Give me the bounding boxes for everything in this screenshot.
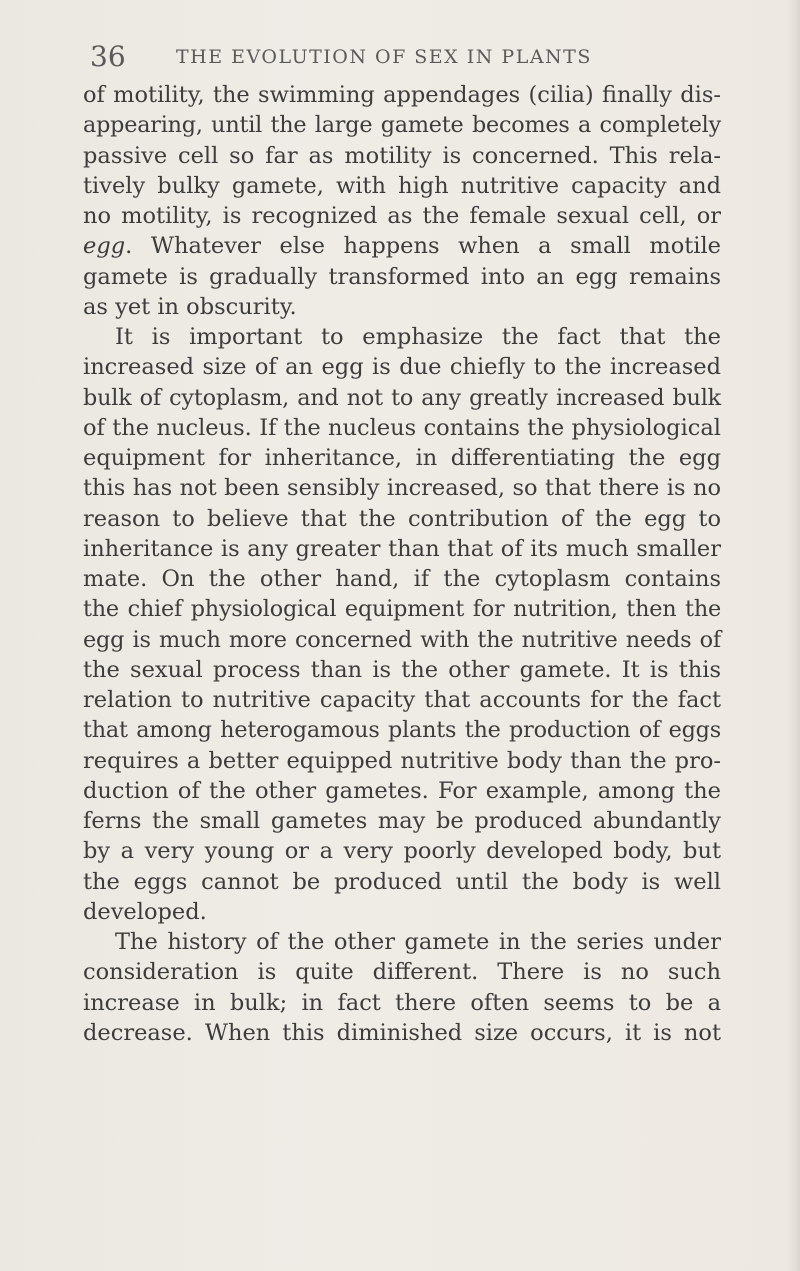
text-line: equipment for inheritance, in differentiating the egg (83, 445, 721, 471)
text-line: requires a better equipped nutritive body than the pro- (83, 747, 721, 774)
text-line: this has not been sensibly increased, so that there is no (83, 475, 721, 502)
text-line: of the nucleus. If the nucleus contains the physiological (83, 414, 721, 441)
text-line: passive cell so far as motility is concerned. This rela- (83, 142, 721, 169)
text-line: consideration is quite different. There is no such (83, 959, 721, 986)
text-line: egg. Whatever else happens when a small motile (83, 233, 721, 260)
text-line: appearing, until the large gamete becomes a completely (83, 112, 721, 139)
body-text (83, 80, 721, 1048)
text-line: increase in bulk; in fact there often seems to be a (83, 989, 721, 1016)
paragraph-1 (83, 80, 721, 322)
paragraph-2 (83, 322, 721, 927)
text-line: inheritance is any greater than that of its much smaller (83, 535, 721, 562)
text-line: bulk of cytoplasm, and not to any greatly increased bulk (83, 384, 721, 411)
text-line: developed. (83, 898, 207, 925)
paragraph-3 (83, 927, 721, 1048)
text-line: relation to nutritive capacity that accounts for the fact (83, 687, 721, 713)
text-line: The history of the other gamete in the series under (115, 929, 721, 955)
text-line: egg is much more concerned with the nutritive needs of (83, 626, 721, 653)
running-title: THE EVOLUTION OF SEX IN PLANTS (176, 46, 592, 68)
text-line: decrease. When this diminished size occurs, it is not (83, 1019, 721, 1046)
text-line: the eggs cannot be produced until the body is well (83, 868, 721, 895)
text-line: mate. On the other hand, if the cytoplasm contains (83, 566, 721, 592)
text-line: that among heterogamous plants the production of eggs (83, 717, 721, 744)
text-line: the sexual process than is the other gamete. It is this (83, 656, 721, 683)
text-line: no motility, is recognized as the female sexual cell, or (83, 203, 721, 229)
text-line: as yet in obscurity. (83, 293, 297, 320)
text-line: gamete is gradually transformed into an egg remains (83, 263, 721, 290)
text-line: tively bulky gamete, with high nutritive capacity and (83, 172, 721, 199)
text-line: of motility, the swimming appendages (cilia) finally dis- (83, 82, 721, 108)
page-number: 36 (90, 40, 126, 73)
text-line: the chief physiological equipment for nutrition, then the (83, 596, 721, 623)
text-line: It is important to emphasize the fact that the (115, 324, 721, 350)
page-header (90, 36, 730, 76)
text-line: increased size of an egg is due chiefly to the increased (83, 354, 721, 381)
text-line: reason to believe that the contribution of the egg to (83, 505, 721, 532)
text-line: ferns the small gametes may be produced abundantly (83, 808, 721, 834)
page-edge-shadow (786, 0, 800, 1271)
text-line: by a very young or a very poorly developed body, but (83, 838, 721, 865)
text-line: duction of the other gametes. For example, among the (83, 777, 721, 804)
